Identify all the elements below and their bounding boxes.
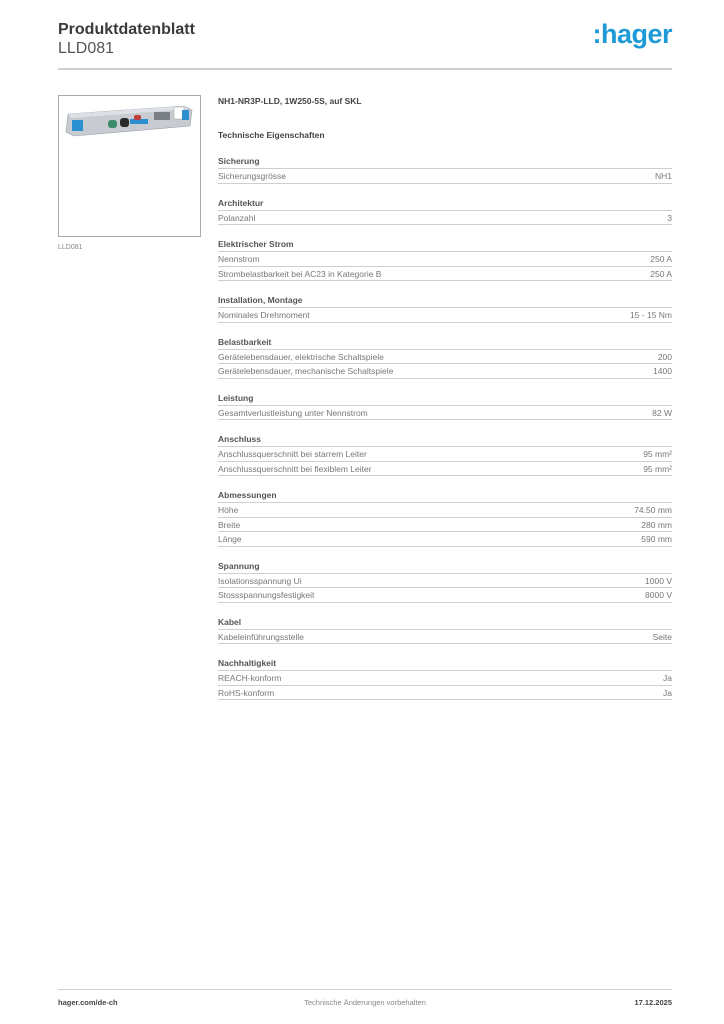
page-footer [58,998,672,1012]
property-label: REACH-konform [218,673,282,683]
property-value: 82 W [652,407,672,418]
property-label: Gerätelebensdauer, elektrische Schaltspiele [218,351,384,362]
property-group [218,392,672,421]
property-label: Nominales Drehmoment [218,310,310,320]
property-label: Anschlussquerschnitt bei starrem Leiter [218,449,367,459]
header-divider [58,68,672,70]
group-title: Kabel [218,616,672,630]
page-title: Produktdatenblatt [58,21,195,38]
property-group [218,657,672,700]
property-value: 590 mm [641,534,672,544]
property-label: Sicherungsgrösse [218,171,287,181]
property-row [218,671,672,686]
group-title: Belastbarkeit [218,336,672,350]
group-title: Leistung [218,392,672,406]
property-label: Höhe [218,505,239,515]
group-title: Spannung [218,560,672,574]
footer-date: 17.12.2025 [634,998,672,1007]
property-value: 15 - 15 Nm [629,310,672,320]
property-value: 200 [657,351,672,362]
product-image [64,104,194,139]
property-groups [218,155,672,700]
group-title: Anschluss [218,433,672,447]
property-row [218,630,672,645]
property-group [218,433,672,476]
property-row [218,462,672,477]
property-label: Gesamtverlustleistung unter Nennstrom [218,407,368,418]
property-group [218,616,672,645]
property-value: Seite [652,631,672,642]
property-label: Stossspannungsfestigkeit [218,590,315,600]
property-value: 250 A [650,254,672,264]
section-title: Technische Eigenschaften [218,130,325,140]
property-row [218,518,672,533]
property-label: Nennstrom [218,254,260,264]
hager-logo: :hager [592,19,672,49]
group-title: Abmessungen [218,489,672,503]
datasheet-content [218,96,672,700]
property-label: Länge [218,534,242,544]
property-row [218,686,672,701]
property-value: Ja [663,687,672,698]
property-row [218,406,672,421]
property-group [218,336,672,379]
property-row [218,350,672,365]
property-group [218,560,672,603]
footer-divider [58,989,672,990]
property-row [218,532,672,547]
group-title: Nachhaltigkeit [218,657,672,671]
property-group [218,294,672,323]
property-row [218,447,672,462]
property-row [218,252,672,267]
property-row [218,503,672,518]
property-label: RoHS-konform [218,687,275,698]
property-value: 3 [667,212,672,223]
property-value: 1000 V [645,575,672,586]
property-label: Polanzahl [218,212,256,223]
product-image-caption: LLD081 [58,244,83,251]
footer-website-link[interactable]: hager.com/de-ch [58,998,118,1007]
property-group [218,489,672,547]
product-name: NH1-NR3P-LLD, 1W250-5S, auf SKL [218,96,362,106]
group-title: Architektur [218,197,672,211]
property-row [218,588,672,603]
property-row [218,308,672,323]
property-label: Anschlussquerschnitt bei flexiblem Leiter [218,463,372,474]
property-row [218,211,672,226]
property-label: Kabeleinführungsstelle [218,631,305,642]
property-group [218,238,672,281]
property-group [218,197,672,226]
property-value: 95 mm² [643,463,672,474]
property-value: 95 mm² [643,449,672,459]
property-value: 250 A [650,268,672,279]
footer-disclaimer: Technische Änderungen vorbehalten [304,998,426,1007]
group-title: Installation, Montage [218,294,672,308]
property-value: Ja [663,673,672,683]
page-header [58,20,672,58]
property-label: Strombelastbarkeit bei AC23 in Kategorie B [218,268,382,279]
property-group [218,155,672,184]
property-value: 1400 [653,366,672,376]
group-title: Sicherung [218,155,672,169]
property-label: Gerätelebensdauer, mechanische Schaltspiele [218,366,394,376]
property-row [218,267,672,282]
property-value: NH1 [654,171,672,181]
property-label: Isolationsspannung Ui [218,575,302,586]
product-image-frame [58,95,201,237]
article-number: LLD081 [58,40,115,57]
property-value: 8000 V [645,590,672,600]
property-value: 280 mm [641,519,672,530]
property-row [218,574,672,589]
property-value: 74.50 mm [634,505,672,515]
property-label: Breite [218,519,241,530]
property-row [218,169,672,184]
group-title: Elektrischer Strom [218,238,672,252]
property-row [218,364,672,379]
